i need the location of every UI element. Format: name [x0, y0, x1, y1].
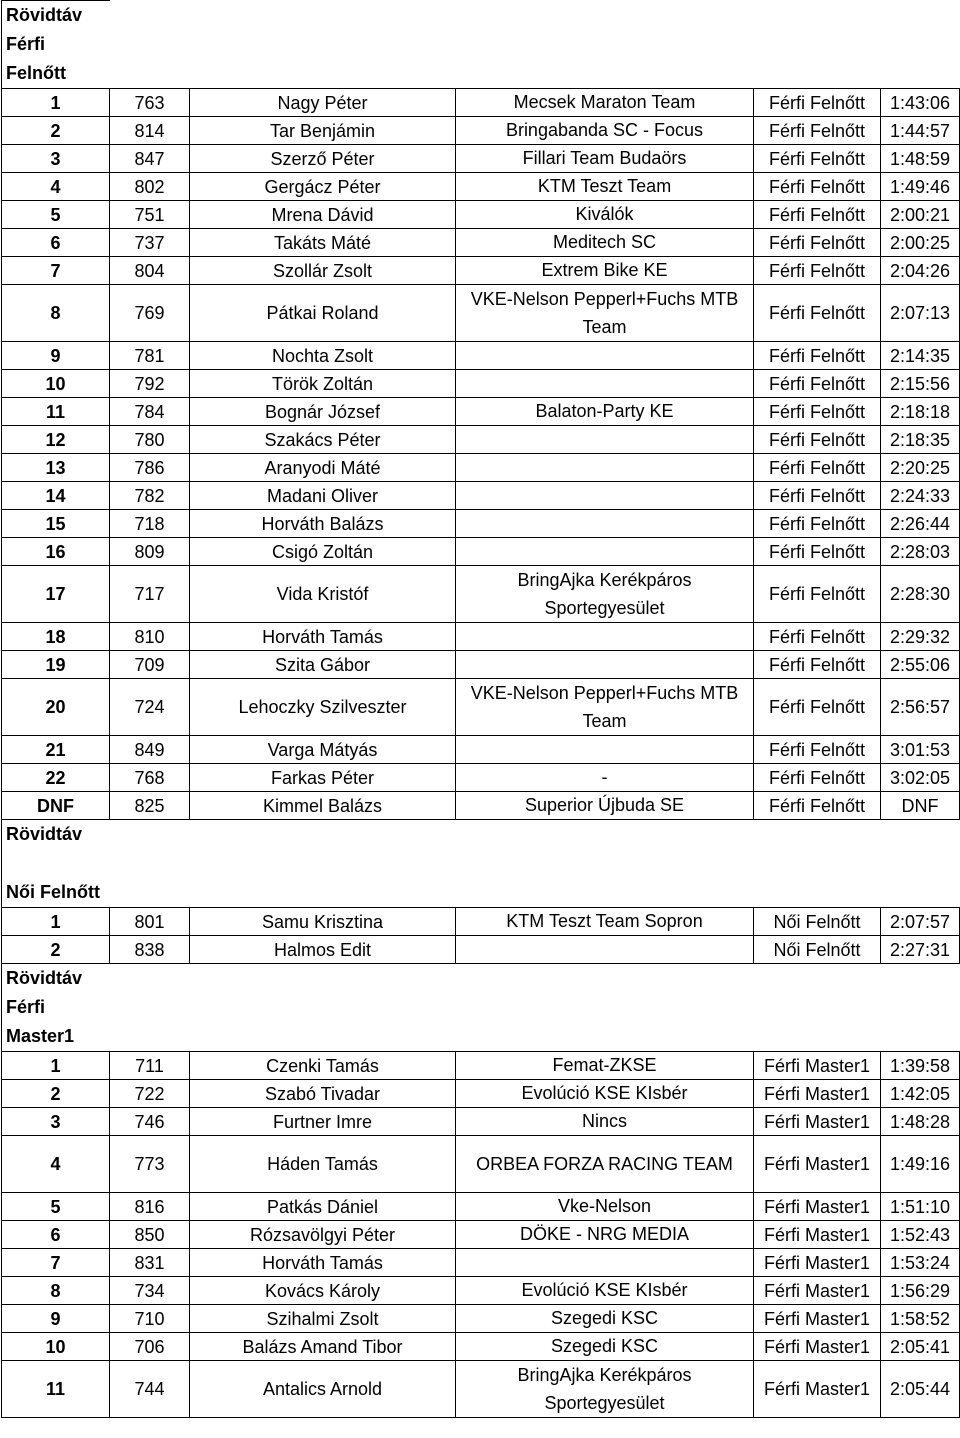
result-rank: 1: [2, 89, 110, 117]
table-row: [2, 510, 960, 538]
result-rider-name: Horváth Balázs: [190, 510, 456, 538]
table-row: [2, 454, 960, 482]
result-rank: 6: [2, 229, 110, 257]
result-category: Férfi Felnőtt: [754, 538, 881, 566]
result-bib-number: 814: [110, 117, 190, 145]
result-time: 2:15:56: [881, 370, 960, 398]
result-rider-name: Nochta Zsolt: [190, 342, 456, 370]
table-row: [2, 566, 960, 623]
result-rider-name: Patkás Dániel: [190, 1193, 456, 1221]
result-bib-number: 773: [110, 1136, 190, 1193]
result-rider-name: Farkas Péter: [190, 764, 456, 792]
result-rank: 15: [2, 510, 110, 538]
result-rank: 2: [2, 117, 110, 145]
result-category: Férfi Master1: [754, 1361, 881, 1418]
result-rank: 17: [2, 566, 110, 623]
result-category: Férfi Felnőtt: [754, 482, 881, 510]
result-team: VKE-Nelson Pepperl+Fuchs MTB Team: [456, 679, 754, 736]
result-bib-number: 751: [110, 201, 190, 229]
result-rank: 10: [2, 370, 110, 398]
result-team: Meditech SC: [456, 229, 754, 257]
result-category: Férfi Master1: [754, 1080, 881, 1108]
section-title-line: Rövidtáv: [6, 5, 83, 25]
result-rider-name: Vida Kristóf: [190, 566, 456, 623]
result-rank: 13: [2, 454, 110, 482]
result-rank: 11: [2, 1361, 110, 1418]
result-category: Férfi Felnőtt: [754, 257, 881, 285]
result-rank: 19: [2, 651, 110, 679]
table-row: [2, 936, 960, 964]
result-time: 2:18:35: [881, 426, 960, 454]
result-category: Férfi Felnőtt: [754, 89, 881, 117]
result-time: 1:58:52: [881, 1305, 960, 1333]
result-team: Fillari Team Budaörs: [456, 145, 754, 173]
table-row: [2, 1333, 960, 1361]
result-team: [456, 651, 754, 679]
table-row: [2, 764, 960, 792]
section-title-line: Férfi: [6, 34, 46, 54]
result-bib-number: 722: [110, 1080, 190, 1108]
result-team: [456, 936, 754, 964]
result-category: Férfi Felnőtt: [754, 651, 881, 679]
result-rider-name: Háden Tamás: [190, 1136, 456, 1193]
result-time: 2:00:25: [881, 229, 960, 257]
result-category: Férfi Master1: [754, 1305, 881, 1333]
result-bib-number: 724: [110, 679, 190, 736]
result-rider-name: Furtner Imre: [190, 1108, 456, 1136]
table-row: [2, 482, 960, 510]
result-time: 1:49:16: [881, 1136, 960, 1193]
result-rider-name: Varga Mátyás: [190, 736, 456, 764]
result-team: Szegedi KSC: [456, 1305, 754, 1333]
result-time: 1:39:58: [881, 1052, 960, 1080]
result-rank: 14: [2, 482, 110, 510]
result-category: Férfi Master1: [754, 1221, 881, 1249]
result-bib-number: 768: [110, 764, 190, 792]
section-title-line: Rövidtáv: [6, 968, 83, 988]
result-rank: 16: [2, 538, 110, 566]
result-rank: 1: [2, 1052, 110, 1080]
section-title-line: Rövidtáv: [6, 824, 83, 844]
result-rank: DNF: [2, 792, 110, 820]
result-bib-number: 802: [110, 173, 190, 201]
result-category: Férfi Felnőtt: [754, 117, 881, 145]
result-time: 2:07:13: [881, 285, 960, 342]
result-rank: 22: [2, 764, 110, 792]
table-row: [2, 229, 960, 257]
result-rider-name: Mrena Dávid: [190, 201, 456, 229]
result-rider-name: Horváth Tamás: [190, 1249, 456, 1277]
result-bib-number: 709: [110, 651, 190, 679]
result-rank: 3: [2, 1108, 110, 1136]
result-category: Férfi Master1: [754, 1249, 881, 1277]
result-rider-name: Takáts Máté: [190, 229, 456, 257]
result-category: Férfi Felnőtt: [754, 201, 881, 229]
result-team: [456, 1249, 754, 1277]
result-team: [456, 538, 754, 566]
result-rider-name: Madani Oliver: [190, 482, 456, 510]
result-category: Férfi Felnőtt: [754, 792, 881, 820]
result-category: Férfi Felnőtt: [754, 679, 881, 736]
result-rider-name: Balázs Amand Tibor: [190, 1333, 456, 1361]
section-title-line: Női Felnőtt: [6, 882, 100, 902]
table-row: [2, 426, 960, 454]
result-time: 2:28:30: [881, 566, 960, 623]
result-time: 1:56:29: [881, 1277, 960, 1305]
result-bib-number: 706: [110, 1333, 190, 1361]
table-row: [2, 1108, 960, 1136]
table-row: [2, 117, 960, 145]
result-bib-number: 825: [110, 792, 190, 820]
result-time: 2:56:57: [881, 679, 960, 736]
result-rank: 10: [2, 1333, 110, 1361]
result-rider-name: Csigó Zoltán: [190, 538, 456, 566]
result-rider-name: Török Zoltán: [190, 370, 456, 398]
result-team: [456, 510, 754, 538]
result-category: Női Felnőtt: [754, 908, 881, 936]
table-row: [2, 1361, 960, 1418]
result-time: 2:18:18: [881, 398, 960, 426]
result-team: Evolúció KSE KIsbér: [456, 1080, 754, 1108]
table-row: [2, 1305, 960, 1333]
result-rank: 21: [2, 736, 110, 764]
result-time: 2:20:25: [881, 454, 960, 482]
result-bib-number: 746: [110, 1108, 190, 1136]
result-rider-name: Kimmel Balázs: [190, 792, 456, 820]
result-rider-name: Szita Gábor: [190, 651, 456, 679]
section-header-row: [2, 820, 960, 908]
result-rank: 4: [2, 173, 110, 201]
result-bib-number: 810: [110, 623, 190, 651]
result-rank: 9: [2, 1305, 110, 1333]
result-rank: 2: [2, 936, 110, 964]
result-bib-number: 792: [110, 370, 190, 398]
result-time: 2:29:32: [881, 623, 960, 651]
result-category: Férfi Felnőtt: [754, 342, 881, 370]
result-rank: 12: [2, 426, 110, 454]
section-header-blank: [110, 820, 960, 908]
result-bib-number: 769: [110, 285, 190, 342]
result-rank: 7: [2, 257, 110, 285]
result-time: 3:02:05: [881, 764, 960, 792]
section-title-line: Felnőtt: [6, 63, 66, 83]
result-rider-name: Szakács Péter: [190, 426, 456, 454]
result-category: Férfi Felnőtt: [754, 285, 881, 342]
section-title-line: Master1: [6, 1026, 75, 1046]
result-category: Férfi Felnőtt: [754, 736, 881, 764]
table-row: [2, 1080, 960, 1108]
result-team: KTM Teszt Team Sopron: [456, 908, 754, 936]
result-rank: 4: [2, 1136, 110, 1193]
result-bib-number: 718: [110, 510, 190, 538]
table-row: [2, 623, 960, 651]
section-title-line: [6, 849, 108, 878]
section-header-row: [2, 1, 960, 89]
result-rank: 3: [2, 145, 110, 173]
result-team: Mecsek Maraton Team: [456, 89, 754, 117]
result-category: Férfi Felnőtt: [754, 229, 881, 257]
table-row: [2, 908, 960, 936]
result-time: 2:26:44: [881, 510, 960, 538]
result-bib-number: 804: [110, 257, 190, 285]
result-rider-name: Czenki Tamás: [190, 1052, 456, 1080]
result-rank: 5: [2, 201, 110, 229]
table-row: [2, 285, 960, 342]
result-time: 1:43:06: [881, 89, 960, 117]
table-row: [2, 1193, 960, 1221]
section-title-line: Férfi: [6, 997, 46, 1017]
section-header-blank: [110, 1, 960, 89]
result-bib-number: 744: [110, 1361, 190, 1418]
result-time: 2:27:31: [881, 936, 960, 964]
result-time: 2:04:26: [881, 257, 960, 285]
result-rank: 20: [2, 679, 110, 736]
result-bib-number: 784: [110, 398, 190, 426]
result-time: 2:00:21: [881, 201, 960, 229]
result-rider-name: Kovács Károly: [190, 1277, 456, 1305]
result-rider-name: Szollár Zsolt: [190, 257, 456, 285]
result-bib-number: 711: [110, 1052, 190, 1080]
result-time: 2:24:33: [881, 482, 960, 510]
table-row: [2, 1277, 960, 1305]
result-bib-number: 838: [110, 936, 190, 964]
result-time: 1:51:10: [881, 1193, 960, 1221]
section-header-row: [2, 964, 960, 1052]
result-time: 1:48:59: [881, 145, 960, 173]
result-team: [456, 623, 754, 651]
result-team: [456, 736, 754, 764]
table-row: [2, 736, 960, 764]
result-rider-name: Tar Benjámin: [190, 117, 456, 145]
result-time: DNF: [881, 792, 960, 820]
result-team: Szegedi KSC: [456, 1333, 754, 1361]
result-bib-number: 781: [110, 342, 190, 370]
result-rank: 5: [2, 1193, 110, 1221]
result-category: Férfi Felnőtt: [754, 623, 881, 651]
table-row: [2, 145, 960, 173]
results-body: [2, 1, 960, 1418]
result-team: Bringabanda SC - Focus: [456, 117, 754, 145]
result-rank: 11: [2, 398, 110, 426]
result-time: 1:49:46: [881, 173, 960, 201]
table-row: [2, 1221, 960, 1249]
result-team: BringAjka Kerékpáros Sportegyesület: [456, 566, 754, 623]
result-category: Női Felnőtt: [754, 936, 881, 964]
result-time: 1:42:05: [881, 1080, 960, 1108]
result-bib-number: 717: [110, 566, 190, 623]
result-rider-name: Szabó Tivadar: [190, 1080, 456, 1108]
result-team: Extrem Bike KE: [456, 257, 754, 285]
result-bib-number: 780: [110, 426, 190, 454]
result-time: 2:05:41: [881, 1333, 960, 1361]
result-rank: 7: [2, 1249, 110, 1277]
result-bib-number: 809: [110, 538, 190, 566]
result-team: VKE-Nelson Pepperl+Fuchs MTB Team: [456, 285, 754, 342]
result-bib-number: 850: [110, 1221, 190, 1249]
result-category: Férfi Felnőtt: [754, 370, 881, 398]
section-title: [2, 1, 110, 89]
result-rank: 18: [2, 623, 110, 651]
table-row: [2, 201, 960, 229]
result-rider-name: Szerző Péter: [190, 145, 456, 173]
result-team: Balaton-Party KE: [456, 398, 754, 426]
result-rank: 8: [2, 285, 110, 342]
result-time: 1:44:57: [881, 117, 960, 145]
result-rider-name: Horváth Tamás: [190, 623, 456, 651]
section-header-blank: [110, 964, 960, 1052]
result-team: Kiválók: [456, 201, 754, 229]
table-row: [2, 257, 960, 285]
result-team: [456, 370, 754, 398]
result-rider-name: Pátkai Roland: [190, 285, 456, 342]
result-rider-name: Rózsavölgyi Péter: [190, 1221, 456, 1249]
section-title: [2, 820, 110, 908]
result-bib-number: 734: [110, 1277, 190, 1305]
result-rider-name: Halmos Edit: [190, 936, 456, 964]
result-category: Férfi Master1: [754, 1277, 881, 1305]
table-row: [2, 1052, 960, 1080]
result-time: 2:05:44: [881, 1361, 960, 1418]
result-bib-number: 849: [110, 736, 190, 764]
result-rank: 1: [2, 908, 110, 936]
result-rank: 2: [2, 1080, 110, 1108]
result-category: Férfi Felnőtt: [754, 454, 881, 482]
table-row: [2, 679, 960, 736]
result-category: Férfi Felnőtt: [754, 764, 881, 792]
result-rank: 6: [2, 1221, 110, 1249]
result-bib-number: 737: [110, 229, 190, 257]
result-team: ORBEA FORZA RACING TEAM: [456, 1136, 754, 1193]
result-team: Superior Újbuda SE: [456, 792, 754, 820]
result-bib-number: 831: [110, 1249, 190, 1277]
results-table: [1, 0, 960, 1418]
result-team: [456, 482, 754, 510]
table-row: [2, 792, 960, 820]
result-category: Férfi Felnőtt: [754, 398, 881, 426]
result-time: 2:28:03: [881, 538, 960, 566]
result-category: Férfi Felnőtt: [754, 566, 881, 623]
result-team: -: [456, 764, 754, 792]
result-team: Evolúció KSE KIsbér: [456, 1277, 754, 1305]
result-time: 3:01:53: [881, 736, 960, 764]
result-category: Férfi Master1: [754, 1136, 881, 1193]
result-category: Férfi Felnőtt: [754, 510, 881, 538]
result-category: Férfi Master1: [754, 1052, 881, 1080]
result-category: Férfi Master1: [754, 1108, 881, 1136]
table-row: [2, 173, 960, 201]
result-team: BringAjka Kerékpáros Sportegyesület: [456, 1361, 754, 1418]
result-rider-name: Antalics Arnold: [190, 1361, 456, 1418]
result-time: 1:53:24: [881, 1249, 960, 1277]
result-rider-name: Samu Krisztina: [190, 908, 456, 936]
result-bib-number: 847: [110, 145, 190, 173]
result-rider-name: Nagy Péter: [190, 89, 456, 117]
result-rider-name: Bognár József: [190, 398, 456, 426]
result-category: Férfi Felnőtt: [754, 426, 881, 454]
table-row: [2, 342, 960, 370]
result-bib-number: 710: [110, 1305, 190, 1333]
result-time: 2:14:35: [881, 342, 960, 370]
result-team: Femat-ZKSE: [456, 1052, 754, 1080]
result-rider-name: Szihalmi Zsolt: [190, 1305, 456, 1333]
section-title: [2, 964, 110, 1052]
result-rank: 8: [2, 1277, 110, 1305]
result-bib-number: 786: [110, 454, 190, 482]
result-category: Férfi Felnőtt: [754, 145, 881, 173]
table-row: [2, 1249, 960, 1277]
result-team: [456, 454, 754, 482]
table-row: [2, 89, 960, 117]
result-team: KTM Teszt Team: [456, 173, 754, 201]
result-rider-name: Gergácz Péter: [190, 173, 456, 201]
table-row: [2, 370, 960, 398]
result-bib-number: 801: [110, 908, 190, 936]
result-team: [456, 426, 754, 454]
result-category: Férfi Felnőtt: [754, 173, 881, 201]
result-time: 1:48:28: [881, 1108, 960, 1136]
result-team: Nincs: [456, 1108, 754, 1136]
result-team: DÖKE - NRG MEDIA: [456, 1221, 754, 1249]
result-time: 2:07:57: [881, 908, 960, 936]
result-rider-name: Lehoczky Szilveszter: [190, 679, 456, 736]
table-row: [2, 398, 960, 426]
result-category: Férfi Master1: [754, 1193, 881, 1221]
table-row: [2, 651, 960, 679]
result-time: 2:55:06: [881, 651, 960, 679]
table-row: [2, 1136, 960, 1193]
table-row: [2, 538, 960, 566]
result-time: 1:52:43: [881, 1221, 960, 1249]
result-bib-number: 763: [110, 89, 190, 117]
result-team: Vke-Nelson: [456, 1193, 754, 1221]
result-rider-name: Aranyodi Máté: [190, 454, 456, 482]
result-team: [456, 342, 754, 370]
result-bib-number: 816: [110, 1193, 190, 1221]
result-category: Férfi Master1: [754, 1333, 881, 1361]
result-rank: 9: [2, 342, 110, 370]
result-bib-number: 782: [110, 482, 190, 510]
